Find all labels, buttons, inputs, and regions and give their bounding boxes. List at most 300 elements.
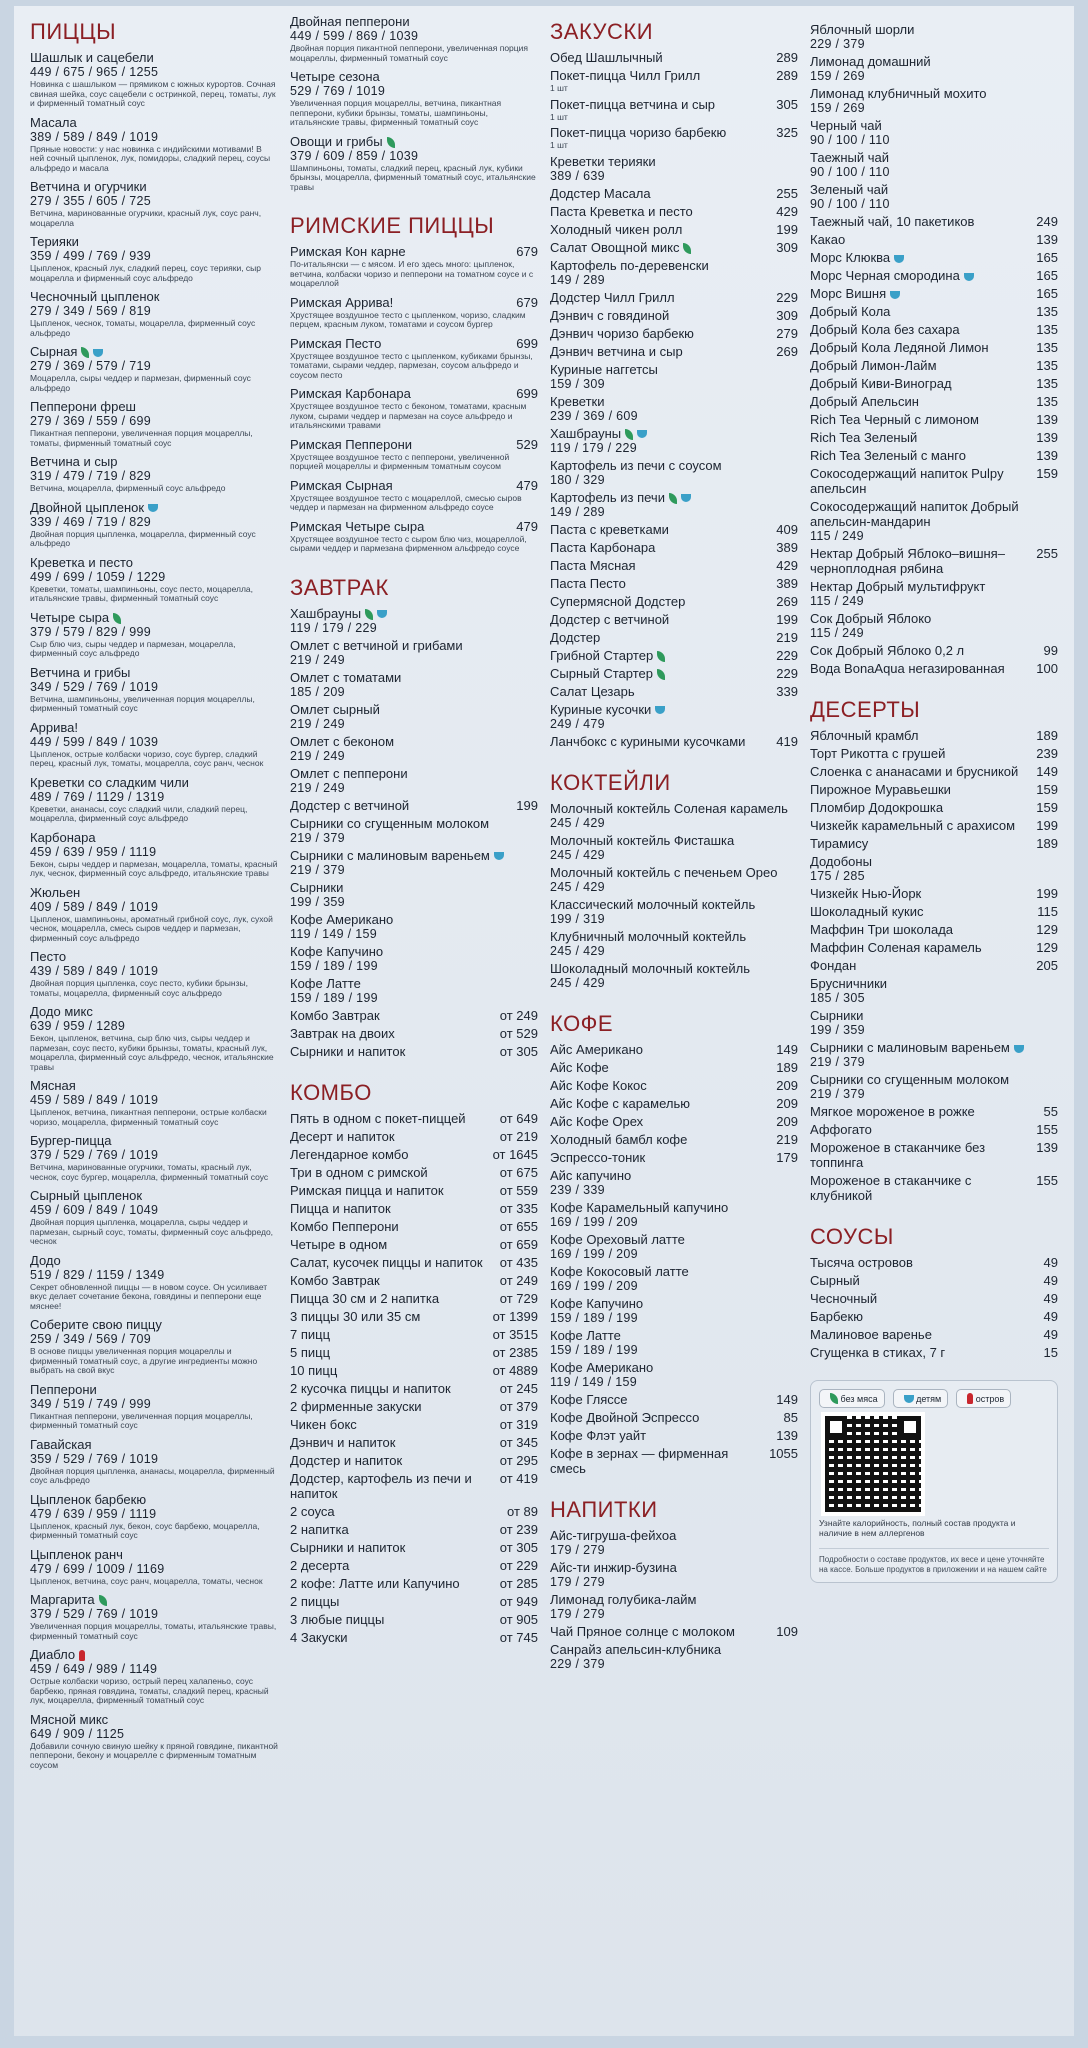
menu-item-name-row bbox=[550, 801, 798, 816]
menu-item-name-row bbox=[550, 684, 798, 699]
menu-item-name-row bbox=[810, 546, 1058, 576]
menu-item-description: Увеличенная порция моцареллы, ветчина, пикантная пепперони, кубики брынзы, томаты, шампиньоны, итальянские травы, фирменный томатный соус bbox=[290, 98, 502, 127]
menu-item bbox=[550, 1042, 798, 1057]
chip-veg bbox=[819, 1389, 885, 1408]
menu-item bbox=[290, 912, 538, 941]
menu-item-price: 389 bbox=[776, 539, 798, 555]
menu-item-description: В основе пиццы увеличенная порция моцареллы и фирменный томатный соус, а другие ингредиенты можно выбрать на свой вкус bbox=[30, 1346, 258, 1375]
menu-item bbox=[550, 1592, 798, 1621]
menu-item bbox=[30, 1647, 278, 1706]
menu-item-description: Хрустящее воздушное тесто с цыпленком, кубиками брынзы, томатами, сырами чеддер, пармезан, соусом альфредо и соусом песто bbox=[290, 350, 533, 380]
menu-item-name-row bbox=[30, 720, 278, 735]
menu-board bbox=[14, 6, 1074, 2036]
menu-item-name: Дэнвич с говядиной bbox=[550, 307, 670, 323]
menu-item-description: Двойная порция цыпленка, ананасы, моцарелла, фирменный соус альфредо bbox=[30, 1465, 275, 1485]
menu-item-name-row bbox=[550, 1078, 798, 1093]
menu-item-name: Шоколадный кукис bbox=[810, 904, 924, 919]
menu-item-price: 289 bbox=[776, 50, 798, 65]
menu-item-name: Фондан bbox=[810, 958, 857, 973]
menu-item-name: 2 десерта bbox=[290, 1557, 350, 1573]
menu-item-price: 155 bbox=[1036, 1122, 1058, 1137]
menu-item bbox=[290, 702, 538, 731]
menu-item-name-row bbox=[30, 1712, 278, 1727]
menu-item-name: Кофе Карамельный капучино bbox=[550, 1199, 729, 1215]
menu-item bbox=[290, 1237, 538, 1252]
menu-item-description: Шампиньоны, томаты, сладкий перец, красный лук, кубики брынзы, моцарелла, фирменный томатный соус, итальянские травы bbox=[290, 162, 536, 192]
menu-item-name: Диабло bbox=[30, 1647, 278, 1662]
menu-item-name: Нектар Добрый мультифрукт bbox=[810, 579, 986, 594]
menu-item bbox=[810, 214, 1058, 229]
menu-item-prices: 199 / 359 bbox=[290, 894, 345, 909]
menu-item-name-row bbox=[810, 976, 1058, 991]
menu-item bbox=[550, 68, 798, 94]
menu-item-name-row bbox=[290, 1183, 538, 1198]
menu-item-price: 115 bbox=[1037, 904, 1058, 919]
menu-item-name: Римская Аррива! bbox=[290, 294, 394, 310]
menu-item-prices: 219 / 379 bbox=[810, 1055, 865, 1069]
menu-item-name-row bbox=[550, 1168, 798, 1183]
menu-item-name-row bbox=[550, 666, 798, 681]
menu-item-name: Сырники и напиток bbox=[290, 1043, 406, 1059]
menu-item-name-row bbox=[30, 1133, 278, 1148]
menu-item-name: Картофель по-деревенски bbox=[550, 257, 709, 273]
menu-item bbox=[810, 643, 1058, 658]
menu-item bbox=[810, 976, 1058, 1005]
menu-item-prices: 259 / 349 / 569 / 709 bbox=[30, 1332, 151, 1346]
menu-item-name: Комбо Завтрак bbox=[290, 1272, 380, 1288]
menu-item-name-row bbox=[290, 336, 538, 351]
menu-item-price: 139 bbox=[1036, 412, 1058, 427]
menu-item-price: 269 bbox=[776, 343, 798, 359]
menu-item-name: Двойной цыпленок bbox=[30, 500, 278, 515]
menu-item-name: Додстер с ветчиной bbox=[550, 611, 670, 627]
menu-item-prices: 245 / 429 bbox=[550, 847, 605, 862]
menu-item-name: Молочный коктейль с печеньем Орео bbox=[550, 864, 778, 880]
menu-item-name-row bbox=[550, 50, 798, 65]
menu-item-prices: 115 / 249 bbox=[810, 594, 864, 608]
menu-item-name: Римская Сырная bbox=[290, 477, 393, 493]
kids-icon bbox=[904, 1395, 914, 1403]
menu-item bbox=[290, 1219, 538, 1234]
menu-item bbox=[30, 344, 278, 393]
menu-item-description: Двойная порция цыпленка, моцарелла, фирменный соус альфредо bbox=[30, 528, 256, 548]
menu-item-price: от 285 bbox=[499, 1575, 538, 1591]
menu-item-name: Яблочный крамбл bbox=[810, 728, 919, 743]
menu-item bbox=[290, 638, 538, 667]
menu-item-name-row bbox=[550, 68, 798, 83]
menu-item-name: Торт Рикотта с грушей bbox=[810, 746, 946, 761]
menu-item bbox=[290, 1201, 538, 1216]
menu-item-price: от 229 bbox=[499, 1557, 538, 1573]
menu-item bbox=[30, 1317, 278, 1376]
menu-item-name-row bbox=[810, 1122, 1058, 1137]
menu-item-description: Новинка с шашлыком — прямиком с южных курортов. Сочная свиная шейка, соус сацебели с остринкой, перец, томаты, лук и фирменный томатный соус bbox=[30, 79, 276, 108]
menu-item-prices: 159 / 189 / 199 bbox=[550, 1310, 638, 1325]
menu-item-name: Айс Кофе bbox=[550, 1059, 609, 1075]
menu-item bbox=[30, 1592, 278, 1641]
menu-item bbox=[290, 1558, 538, 1573]
menu-item-name-row bbox=[810, 412, 1058, 427]
menu-item bbox=[810, 286, 1058, 301]
menu-item bbox=[290, 1381, 538, 1396]
menu-item-name-row bbox=[30, 1382, 278, 1397]
menu-item bbox=[550, 612, 798, 627]
menu-item-price: 49 bbox=[1043, 1273, 1058, 1288]
menu-item bbox=[810, 1173, 1058, 1203]
menu-item-name-row bbox=[550, 394, 798, 409]
menu-item-name: Вода BonaAqua негазированная bbox=[810, 661, 1005, 676]
menu-item-name: Кофе Латте bbox=[550, 1327, 621, 1343]
section-title-cocktails: КОКТЕЙЛИ bbox=[550, 769, 671, 795]
menu-item-prices: 449 / 599 / 849 / 1039 bbox=[30, 734, 159, 749]
menu-item-price: от 729 bbox=[499, 1290, 538, 1306]
menu-item-name-row bbox=[810, 1072, 1058, 1087]
menu-item bbox=[810, 118, 1058, 147]
menu-item-prices: 449 / 599 / 869 / 1039 bbox=[290, 29, 419, 43]
kids-icon bbox=[148, 504, 158, 512]
menu-item-name: Овощи и грибы bbox=[290, 134, 538, 149]
section-title-sauces: СОУСЫ bbox=[810, 1224, 894, 1249]
menu-item-name-row bbox=[810, 904, 1058, 919]
menu-item-price: 135 bbox=[1036, 394, 1058, 409]
menu-item bbox=[290, 1594, 538, 1609]
menu-item-name-row bbox=[30, 1253, 278, 1268]
menu-item-name: Жюльен bbox=[30, 884, 81, 900]
menu-item bbox=[550, 222, 798, 237]
menu-item-name-row bbox=[290, 1327, 538, 1342]
menu-item bbox=[810, 1309, 1058, 1324]
menu-item-price: от 305 bbox=[499, 1539, 538, 1555]
menu-item-name-row bbox=[30, 234, 278, 249]
menu-item-name: Шашлык и сацебели bbox=[30, 50, 154, 65]
menu-item bbox=[290, 1044, 538, 1059]
section-title-breakfast: ЗАВТРАК bbox=[290, 574, 389, 600]
menu-item-prices: 389 / 639 bbox=[550, 168, 605, 183]
menu-item bbox=[30, 1547, 278, 1587]
menu-item-name: Кофе Гляссе bbox=[550, 1391, 628, 1407]
menu-item-name: Лимонад домашний bbox=[810, 54, 931, 69]
menu-item-price: от 249 bbox=[499, 1272, 538, 1288]
menu-item-name-row bbox=[550, 426, 798, 441]
menu-item-description: Двойная порция цыпленка, моцарелла, сыры чеддер и пармезан, сырный соус, томаты, фирменный соус альфредо, чеснок bbox=[30, 1217, 274, 1246]
menu-item-name: Додстер и напиток bbox=[290, 1452, 403, 1468]
menu-item-name: Добрый Кола bbox=[810, 304, 891, 319]
menu-item-prices: 459 / 589 / 849 / 1019 bbox=[30, 1093, 159, 1107]
menu-item-price: 199 bbox=[1036, 818, 1058, 833]
menu-item bbox=[810, 611, 1058, 640]
menu-item-name-row bbox=[290, 1435, 538, 1450]
menu-item-name: Чай Пряное солнце с молоком bbox=[550, 1623, 735, 1639]
menu-item bbox=[550, 865, 798, 894]
kids-icon bbox=[894, 255, 904, 263]
menu-item bbox=[30, 1188, 278, 1247]
menu-item-name-row bbox=[810, 448, 1058, 463]
menu-item-price: 135 bbox=[1036, 358, 1058, 373]
kids-icon bbox=[890, 291, 900, 299]
menu-item-portion: 1 шт bbox=[550, 111, 568, 122]
menu-item-price: 289 bbox=[776, 68, 798, 83]
menu-item-name: Додстер, картофель из печи и напиток bbox=[290, 1470, 472, 1501]
menu-item bbox=[290, 848, 538, 877]
menu-item-name: Тирамису bbox=[810, 836, 869, 851]
menu-item-name-row bbox=[550, 362, 798, 377]
menu-item bbox=[30, 610, 278, 659]
menu-item bbox=[550, 1200, 798, 1229]
menu-item-name: Салат, кусочек пиццы и напиток bbox=[290, 1254, 483, 1270]
kids-icon bbox=[655, 706, 665, 714]
menu-item-name: Морс Черная смородина bbox=[810, 268, 1032, 283]
menu-item-name-row bbox=[550, 1114, 798, 1129]
menu-item bbox=[810, 358, 1058, 373]
qr-code-icon[interactable] bbox=[825, 1416, 921, 1512]
menu-item-price: 419 bbox=[776, 733, 798, 749]
menu-item-name-row bbox=[550, 222, 798, 237]
menu-item-prices: 279 / 355 / 605 / 725 bbox=[30, 194, 151, 208]
menu-item-name: Ветчина и грибы bbox=[30, 664, 131, 680]
menu-item-name: Салат Цезарь bbox=[550, 683, 635, 699]
section-title-roman: РИМСКИЕ ПИЦЦЫ bbox=[290, 213, 495, 238]
menu-item-name-row bbox=[550, 1592, 798, 1607]
menu-item-price: 139 bbox=[1036, 1140, 1058, 1155]
menu-item-prices: 409 / 589 / 849 / 1019 bbox=[30, 899, 159, 914]
menu-item-price: 135 bbox=[1036, 304, 1058, 319]
menu-item-name: Айс-ти инжир-бузина bbox=[550, 1559, 677, 1575]
menu-item-name: Кофе Американо bbox=[290, 911, 394, 927]
menu-item-name-row bbox=[810, 430, 1058, 445]
menu-item-price: 389 bbox=[776, 575, 798, 591]
menu-item bbox=[810, 746, 1058, 761]
menu-item-prices: 479 / 699 / 1009 / 1169 bbox=[30, 1561, 165, 1576]
menu-item-name-row bbox=[30, 1592, 278, 1607]
menu-item-name-row bbox=[30, 610, 278, 625]
menu-item-prices: 479 / 639 / 959 / 1119 bbox=[30, 1506, 157, 1521]
menu-item-name: Брусничники bbox=[810, 976, 888, 991]
menu-item-price: 479 bbox=[516, 518, 538, 534]
menu-item-prices: 639 / 959 / 1289 bbox=[30, 1019, 126, 1033]
menu-item-name-row bbox=[810, 579, 1058, 594]
menu-item bbox=[290, 1435, 538, 1450]
menu-item-name: Цыпленок барбекю bbox=[30, 1491, 147, 1507]
menu-item bbox=[290, 437, 538, 472]
menu-item-name: Сокосодержащий напиток Добрый апельсин-мандарин bbox=[810, 499, 1019, 529]
menu-item-name: Римская Карбонара bbox=[290, 386, 411, 401]
menu-item-prices: 245 / 429 bbox=[550, 943, 605, 958]
menu-item-price: 679 bbox=[516, 294, 538, 310]
menu-item-name: Паста с креветками bbox=[550, 521, 669, 537]
menu-item-name-row bbox=[30, 115, 278, 130]
menu-item-name-row bbox=[810, 54, 1058, 69]
menu-item-name-row bbox=[550, 1132, 798, 1147]
menu-item-name-row bbox=[810, 86, 1058, 101]
menu-item-name: Айс Кофе с карамелью bbox=[550, 1095, 691, 1111]
menu-item bbox=[30, 1492, 278, 1541]
menu-item bbox=[290, 1327, 538, 1342]
menu-item-prices: 175 / 285 bbox=[810, 869, 865, 883]
menu-item bbox=[290, 1026, 538, 1041]
menu-item-name-row bbox=[30, 1317, 278, 1332]
menu-item-prices: 119 / 149 / 159 bbox=[550, 1374, 637, 1389]
menu-item-description: Двойная порция цыпленка, соус песто, кубики брынзы, томаты, моцарелла, фирменный соус альфредо bbox=[30, 978, 248, 998]
menu-item-name-row bbox=[290, 912, 538, 927]
menu-item bbox=[30, 50, 278, 109]
menu-item bbox=[550, 648, 798, 663]
menu-item-name: Айс Американо bbox=[550, 1041, 643, 1057]
menu-item-price: 429 bbox=[776, 557, 798, 573]
menu-item-description: Хрустящее воздушное тесто с цыпленком, чоризо, сладким перцем, красным луком, томатами и соусом бургер bbox=[290, 309, 526, 329]
menu-item-portion: 1 шт bbox=[550, 83, 568, 93]
menu-item-name: Креветки со сладким чили bbox=[30, 774, 189, 790]
menu-item-price: 205 bbox=[1036, 958, 1058, 973]
menu-item-name: Сокосодержащий напиток Pulpy апельсин bbox=[810, 466, 1004, 496]
menu-item bbox=[810, 854, 1058, 883]
menu-item bbox=[810, 322, 1058, 337]
menu-item-name-row bbox=[550, 1264, 798, 1279]
menu-item-name-row bbox=[550, 1642, 798, 1657]
menu-item-name-row bbox=[290, 1345, 538, 1360]
menu-item-name: Пломбир Додокрошка bbox=[810, 800, 944, 815]
menu-item bbox=[550, 684, 798, 699]
menu-item-price: 159 bbox=[1036, 782, 1058, 797]
menu-item bbox=[550, 1132, 798, 1147]
menu-item-name-row bbox=[550, 240, 798, 255]
menu-item-name: Мягкое мороженое в рожке bbox=[810, 1104, 975, 1119]
menu-item-name-row bbox=[810, 643, 1058, 658]
menu-item bbox=[810, 1140, 1058, 1170]
menu-item-name: Мясной микс bbox=[30, 1711, 109, 1727]
menu-item-name: Пять в одном с покет-пиццей bbox=[290, 1110, 466, 1126]
menu-item-name-row bbox=[290, 1522, 538, 1537]
menu-item bbox=[550, 344, 798, 359]
menu-item-name: 2 фирменные закуски bbox=[290, 1398, 422, 1414]
menu-item-price: 179 bbox=[776, 1149, 798, 1165]
menu-item-prices: 149 / 289 bbox=[550, 504, 605, 519]
menu-item-price: от 649 bbox=[499, 1110, 538, 1126]
menu-item-price: 199 bbox=[776, 221, 798, 237]
menu-item-price: 99 bbox=[1043, 643, 1058, 658]
menu-item-name-row bbox=[810, 1309, 1058, 1324]
menu-item-name: Пицца и напиток bbox=[290, 1200, 391, 1216]
menu-item-prices: 119 / 149 / 159 bbox=[290, 926, 377, 941]
menu-item-name: Кофе Латте bbox=[290, 975, 361, 991]
menu-item bbox=[290, 386, 538, 431]
menu-item-price: 139 bbox=[1036, 430, 1058, 445]
menu-item bbox=[550, 97, 798, 123]
leaf-icon bbox=[657, 651, 665, 662]
section-title-pizzas: ПИЦЦЫ bbox=[30, 19, 117, 44]
menu-item-price: 239 bbox=[1036, 746, 1058, 761]
menu-item bbox=[290, 1417, 538, 1432]
menu-item-name: Малиновое варенье bbox=[810, 1327, 932, 1342]
menu-item bbox=[290, 1399, 538, 1414]
leaf-icon bbox=[81, 347, 89, 358]
menu-item-name: Rich Tea Черный с лимоном bbox=[810, 412, 979, 427]
chip-hot-label: остров bbox=[975, 1393, 1005, 1404]
menu-item bbox=[810, 1072, 1058, 1101]
menu-item-name: Кофе в зернах — фирменная смесь bbox=[550, 1445, 729, 1476]
menu-item-name-row bbox=[810, 1291, 1058, 1306]
leaf-icon bbox=[113, 613, 121, 624]
legend-box bbox=[810, 1380, 1058, 1583]
menu-item-name-row bbox=[290, 816, 538, 831]
menu-item-name-row bbox=[550, 1560, 798, 1575]
menu-item-name: Хашбрауны bbox=[550, 426, 798, 441]
menu-item-name-row bbox=[550, 1150, 798, 1165]
leaf-icon bbox=[99, 1595, 107, 1606]
menu-item bbox=[810, 818, 1058, 833]
menu-item-prices: 159 / 189 / 199 bbox=[290, 958, 378, 973]
menu-item-name-row bbox=[290, 1129, 538, 1144]
menu-item-prices: 219 / 249 bbox=[290, 748, 345, 763]
menu-item bbox=[290, 880, 538, 909]
menu-item-name: Креветка и песто bbox=[30, 554, 134, 570]
menu-item-name-row bbox=[810, 1140, 1058, 1170]
menu-item-price: от 1399 bbox=[492, 1308, 538, 1324]
menu-item-price: от 745 bbox=[499, 1629, 538, 1645]
menu-item bbox=[290, 519, 538, 554]
menu-item-price: от 659 bbox=[499, 1236, 538, 1252]
menu-item bbox=[550, 290, 798, 305]
menu-item bbox=[290, 1630, 538, 1645]
menu-item-description: Цыпленок, ветчина, пикантная пепперони, острые колбаски чоризо, моцарелла, фирменный томатный соус bbox=[30, 1107, 267, 1127]
menu-item-name-row bbox=[550, 1360, 798, 1375]
menu-item-name-row bbox=[290, 1540, 538, 1555]
menu-item-name-row bbox=[30, 1492, 278, 1507]
menu-item-name-row bbox=[30, 665, 278, 680]
menu-item-prices: 439 / 589 / 849 / 1019 bbox=[30, 964, 159, 978]
menu-item-name-row bbox=[550, 612, 798, 627]
chip-hot bbox=[956, 1389, 1011, 1408]
menu-item bbox=[810, 86, 1058, 115]
menu-item-prices: 169 / 199 / 209 bbox=[550, 1278, 638, 1293]
menu-item-prices: 389 / 589 / 849 / 1019 bbox=[30, 129, 159, 144]
menu-item-name-row bbox=[290, 1471, 538, 1501]
menu-item bbox=[550, 1060, 798, 1075]
menu-item-name-row bbox=[290, 1576, 538, 1591]
menu-item-name-row bbox=[550, 458, 798, 473]
menu-item-name: Лимонад голубика-лайм bbox=[550, 1591, 697, 1607]
menu-item-price: 109 bbox=[776, 1623, 798, 1639]
menu-item bbox=[550, 1642, 798, 1671]
menu-item bbox=[290, 734, 538, 763]
menu-item-name-row bbox=[810, 340, 1058, 355]
menu-item bbox=[30, 289, 278, 338]
menu-item-name: Завтрак на двоих bbox=[290, 1025, 395, 1041]
menu-item-name-row bbox=[550, 308, 798, 323]
menu-item bbox=[30, 775, 278, 824]
menu-item bbox=[550, 1264, 798, 1293]
menu-item-name-row bbox=[290, 1399, 538, 1414]
menu-item-price: 1055 bbox=[769, 1445, 798, 1461]
menu-item-name-row bbox=[290, 1558, 538, 1573]
menu-item-price: 409 bbox=[776, 521, 798, 537]
menu-item-price: 129 bbox=[1036, 922, 1058, 937]
menu-item-description: Моцарелла, сыры чеддер и пармезан, фирменный соус альфредо bbox=[30, 373, 251, 393]
menu-item bbox=[550, 1168, 798, 1197]
menu-item-name-row bbox=[290, 386, 538, 401]
menu-item-name: Пирожное Муравьешки bbox=[810, 782, 951, 797]
menu-item-prices: 239 / 369 / 609 bbox=[550, 408, 638, 423]
menu-item-name-row bbox=[810, 958, 1058, 973]
menu-item-name-row bbox=[290, 1291, 538, 1306]
menu-item bbox=[550, 50, 798, 65]
menu-item-name-row bbox=[810, 466, 1058, 496]
menu-item-name-row bbox=[810, 22, 1058, 37]
menu-item-name: Кофе Флэт уайт bbox=[550, 1427, 647, 1443]
menu-item-prices: 185 / 305 bbox=[810, 991, 865, 1005]
menu-item-name: Ветчина и сыр bbox=[30, 454, 118, 469]
menu-item-name: Сгущенка в стиках, 7 г bbox=[810, 1345, 946, 1360]
menu-item-name-row bbox=[550, 186, 798, 201]
